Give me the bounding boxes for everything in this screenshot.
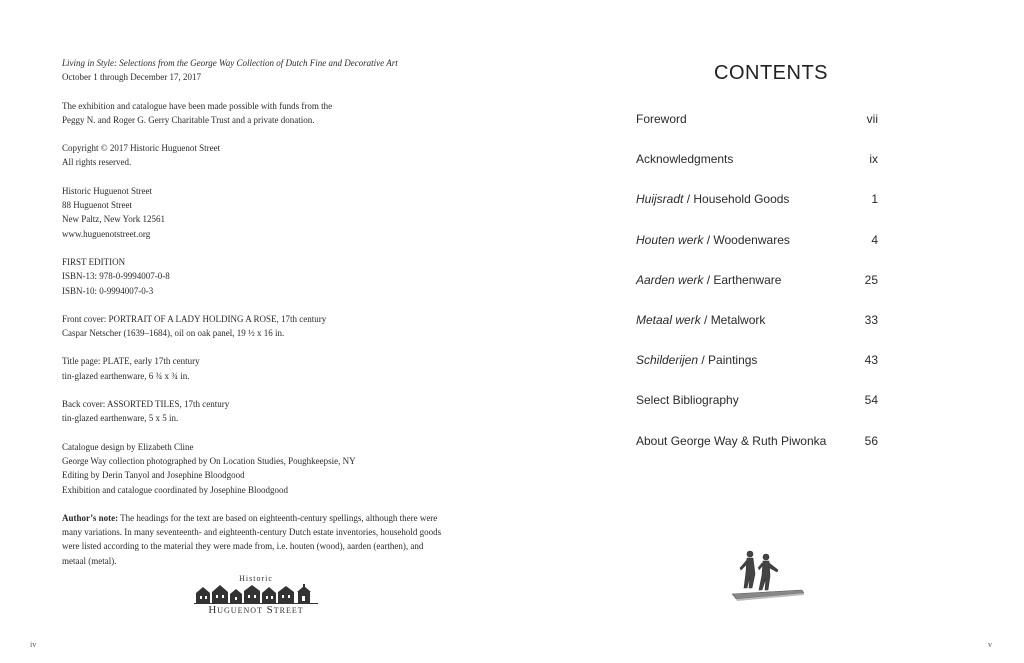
- toc-entry-foreword[interactable]: [636, 112, 878, 152]
- address-line: New Paltz, New York 12561: [62, 214, 165, 225]
- toc-entry-label: Select Bibliography: [636, 393, 739, 408]
- page-number-right: v: [988, 640, 992, 649]
- toc-entry-italic: Metaal werk: [636, 312, 701, 327]
- toc-entry-italic: Schilderijen: [636, 353, 699, 368]
- credit-line: tin-glazed earthenware, 6 ¾ x ¾ in.: [62, 370, 190, 381]
- table-of-contents: [636, 112, 878, 474]
- toc-entry-about[interactable]: [636, 434, 878, 474]
- toc-entry-page: 43: [864, 353, 878, 368]
- toc-entry-label: / Paintings: [698, 353, 758, 368]
- front-cover-credit: [62, 312, 462, 341]
- credit-line: Front cover: PORTRAIT OF A LADY HOLDING A ROSE, 17th century: [62, 313, 327, 324]
- production-credits: [62, 440, 462, 497]
- credit-line: Caspar Netscher (1639–1684), oil on oak panel, 19 ½ x 16 in.: [62, 328, 285, 339]
- historic-huguenot-street-logo: [190, 574, 322, 622]
- address-line: 88 Huguenot Street: [62, 200, 132, 211]
- houses-icon: [194, 584, 318, 604]
- toc-entry-label: / Earthenware: [703, 272, 782, 287]
- toc-entry-label: About George Way & Ruth Piwonka: [636, 433, 827, 448]
- toc-entry-page: vii: [866, 112, 878, 126]
- contents-heading: CONTENTS: [714, 62, 828, 84]
- colophon: [62, 56, 462, 582]
- toc-entry-page: 54: [864, 393, 878, 408]
- toc-entry-household-goods[interactable]: [636, 192, 878, 232]
- edition-line: FIRST EDITION: [62, 256, 126, 267]
- credit-line: Back cover: ASSORTED TILES, 17th century: [62, 399, 230, 410]
- toc-entry-italic: Aarden werk: [636, 272, 704, 287]
- credit-line: George Way collection photographed by On Location Studies, Poughkeepsie, NY: [62, 455, 356, 466]
- toc-entry-label: / Metalwork: [700, 312, 766, 327]
- credit-line: Editing by Derin Tanyol and Josephine Bloodgood: [62, 470, 245, 481]
- toc-entry-page: 56: [864, 433, 878, 448]
- toc-entry-paintings[interactable]: [636, 353, 878, 393]
- exhibition-title: Living in Style: Selections from the George Way Collection of Dutch Fine and Decorative Art: [62, 58, 398, 68]
- toc-entry-italic: Houten werk: [636, 232, 704, 247]
- toc-entry-page: 25: [864, 272, 878, 287]
- logo-bottom-text: Huguenot Street: [208, 604, 304, 616]
- authors-note-text: were listed according to the material they were made from, i.e. houten (wood), aarden (earthen), and: [62, 541, 424, 552]
- credit-line: Exhibition and catalogue coordinated by Josephine Bloodgood: [62, 484, 288, 495]
- toc-entry-acknowledgments[interactable]: [636, 152, 878, 192]
- toc-entry-label: Acknowledgments: [636, 152, 734, 167]
- exhibition-info: [62, 56, 462, 85]
- toc-entry-earthenware[interactable]: [636, 273, 878, 313]
- toc-entry-page: 1: [871, 192, 878, 207]
- website-line: www.huguenotstreet.org: [62, 228, 151, 239]
- toc-entry-page: 33: [864, 312, 878, 327]
- toc-entry-page: 4: [871, 232, 878, 247]
- copyright-line: Copyright © 2017 Historic Huguenot Street: [62, 143, 221, 154]
- credit-line: tin-glazed earthenware, 5 x 5 in.: [62, 413, 179, 424]
- toc-entry-page: ix: [869, 152, 878, 167]
- isbn10-line: ISBN-10: 0-9994007-0-3: [62, 285, 154, 296]
- toc-entry-metalwork[interactable]: [636, 313, 878, 353]
- exhibition-dates: October 1 through December 17, 2017: [62, 72, 201, 83]
- copyright-block: [62, 141, 462, 170]
- toc-entry-label: / Household Goods: [683, 192, 790, 207]
- authors-note: [62, 511, 462, 568]
- toc-entry-label: Foreword: [636, 112, 687, 126]
- authors-note-text: The headings for the text are based on eighteenth-century spellings, although there were: [118, 512, 438, 523]
- funding-line: The exhibition and catalogue have been made possible with funds from the: [62, 100, 333, 111]
- toc-entry-woodenwares[interactable]: [636, 233, 878, 273]
- funding-note: [62, 99, 462, 128]
- back-cover-credit: [62, 397, 462, 426]
- logo-top-text: Historic: [239, 574, 273, 583]
- page-number-left: iv: [30, 640, 37, 649]
- toc-entry-italic: Huijsradt: [636, 192, 684, 207]
- toc-entry-select-bibliography[interactable]: [636, 393, 878, 433]
- toc-entry-label: / Woodenwares: [703, 232, 790, 247]
- address-line: Historic Huguenot Street: [62, 185, 152, 196]
- authors-note-text: many variations. In many seventeenth- and eighteenth-century Dutch estate inventories, household goods: [62, 527, 442, 538]
- funding-line: Peggy N. and Roger G. Gerry Charitable Trust and a private donation.: [62, 114, 315, 125]
- title-page-credit: [62, 354, 462, 383]
- authors-note-label: Author’s note:: [62, 512, 119, 523]
- authors-note-text: metaal (metal).: [62, 555, 117, 566]
- rights-line: All rights reserved.: [62, 157, 132, 168]
- credit-line: Title page: PLATE, early 17th century: [62, 356, 200, 367]
- publisher-address: [62, 184, 462, 241]
- figures-illustration: [728, 548, 808, 604]
- isbn13-line: ISBN-13: 978-0-9994007-0-8: [62, 271, 170, 282]
- edition-block: [62, 255, 462, 298]
- credit-line: Catalogue design by Elizabeth Cline: [62, 441, 194, 452]
